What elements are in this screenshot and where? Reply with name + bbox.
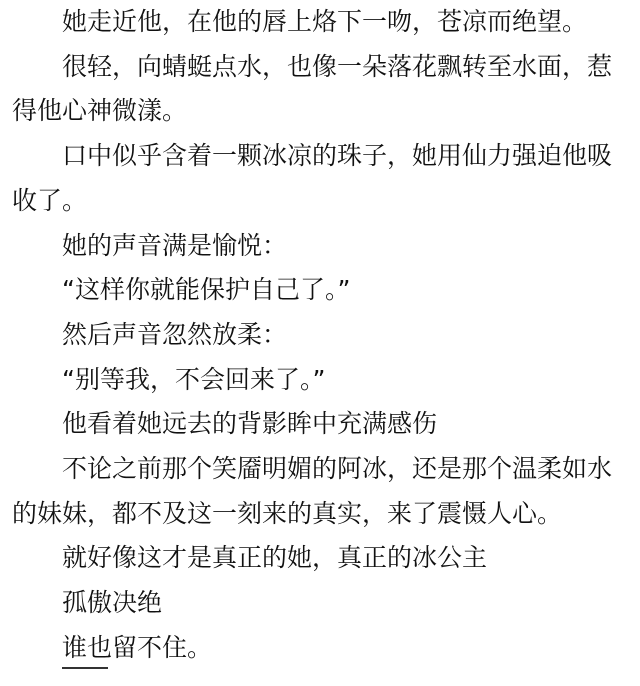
paragraph: 不论之前那个笑靥明媚的阿冰，还是那个温柔如水的妹妹，都不及这一刻来的真实，来了震慑人心。 xyxy=(12,454,613,528)
paragraph: 她走近他，在他的唇上烙下一吻，苍凉而绝望。 xyxy=(62,7,588,36)
paragraph: 然后声音忽然放柔： xyxy=(62,319,288,349)
section-divider xyxy=(62,667,108,669)
paragraph: “这样你就能保护自己了。” xyxy=(62,275,351,305)
paragraph: 就好像这才是真正的她，真正的冰公主 xyxy=(62,543,488,573)
article-body xyxy=(12,0,630,671)
paragraph: 他看着她远去的背影眸中充满感伤 xyxy=(62,409,438,439)
paragraph: 孤傲决绝 xyxy=(62,588,163,618)
paragraph: 谁也留不住。 xyxy=(62,632,213,662)
paragraph: 口中似乎含着一颗冰凉的珠子，她用仙力强迫他吸收了。 xyxy=(12,141,613,215)
paragraph: 很轻，向蜻蜓点水，也像一朵落花飘转至水面，惹得他心神微漾。 xyxy=(12,51,613,126)
paragraph: “别等我，不会回来了。” xyxy=(62,364,326,394)
paragraph: 她的声音满是愉悦： xyxy=(62,230,288,260)
